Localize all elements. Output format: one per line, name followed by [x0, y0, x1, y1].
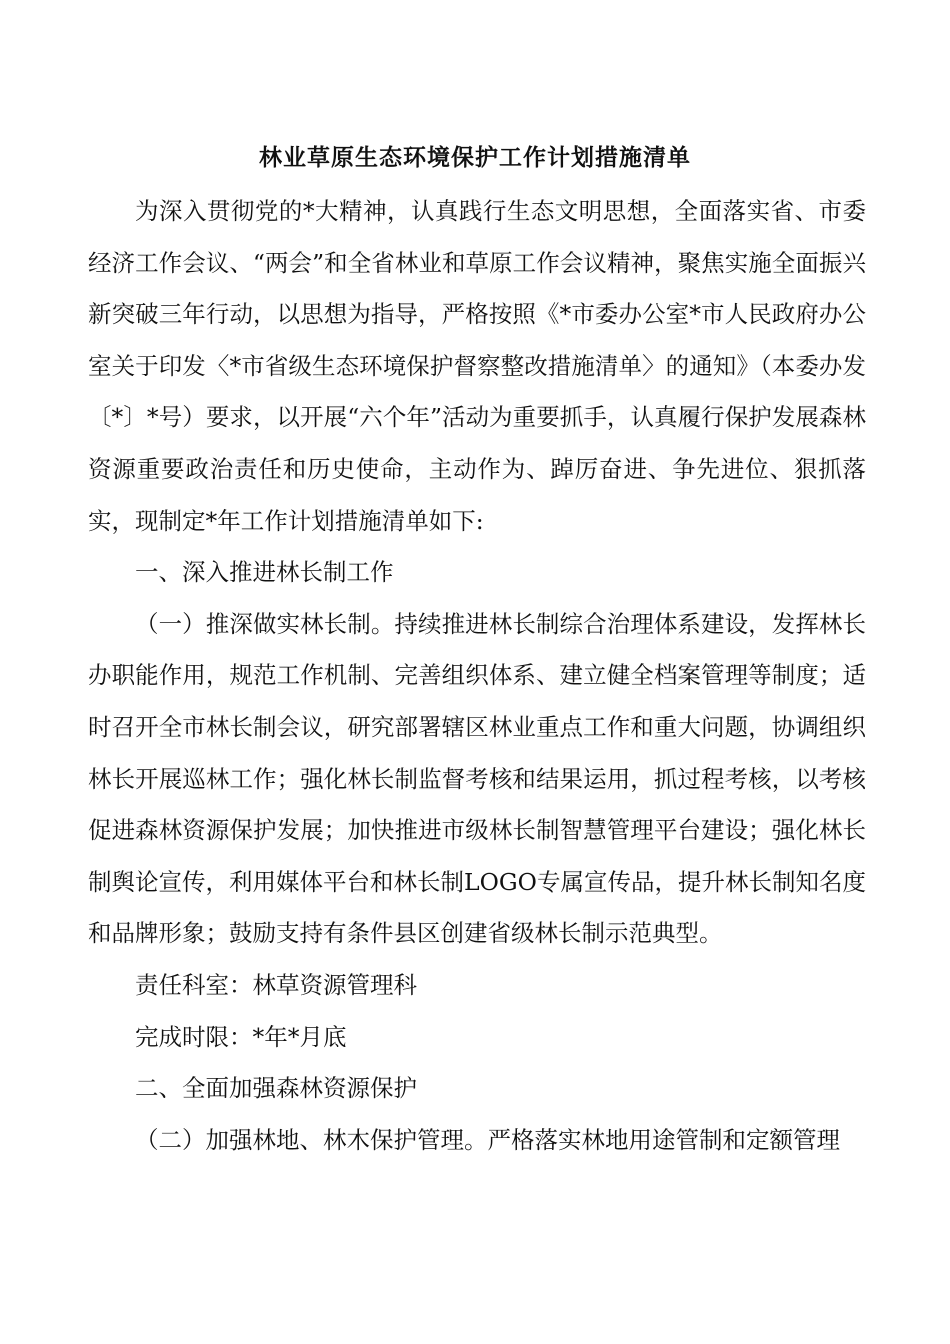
document-title: 林业草原生态环境保护工作计划措施清单 [259, 144, 691, 171]
item-paragraph-1: （一）推深做实林长制。持续推进林长制综合治理体系建设，发挥林长办职能作用，规范工作机制、完善组织体系、建立健全档案管理等制度；适时召开全市林长制会议，研究部署辖区林业重点工作和重大问题，协调组织林长开展巡林工作；强化林长制监督考核和结果运用，抓过程考核，以考核促进森林资源保护发展；加快推进市级林长制智慧管理平台建设；强化林长制舆论宣传，利用媒体平台和林长制LOGO专属宣传品，提升林长制知名度和品牌形象；鼓励支持有条件县区创建省级林长制示范典型。 [88, 609, 866, 948]
responsible-office: 责任科室：林草资源管理科 [135, 970, 417, 999]
intro-paragraph: 为深入贯彻党的*大精神，认真践行生态文明思想，全面落实省、市委经济工作会议、“两会”和全省林业和草原工作会议精神，聚焦实施全面振兴新突破三年行动，以思想为指导，严格按照《*市委办公室*市人民政府办公室关于印发〈*市省级生态环境保护督察整改措施清单〉的通知》（本委办发〔*〕*号）要求，以开展“六个年”活动为重要抓手，认真履行保护发展森林资源重要政治责任和历史使命，主动作为、踔厉奋进、争先进位、狠抓落实，现制定*年工作计划措施清单如下: [88, 197, 866, 535]
section-heading-1: 一、深入推进林长制工作 [135, 558, 394, 587]
item-paragraph-2: （二）加强林地、林木保护管理。严格落实林地用途管制和定额管理 [135, 1125, 840, 1154]
deadline: 完成时限：*年*月底 [135, 1022, 347, 1051]
document-body [88, 186, 866, 1166]
section-heading-2: 二、全面加强森林资源保护 [135, 1074, 417, 1103]
